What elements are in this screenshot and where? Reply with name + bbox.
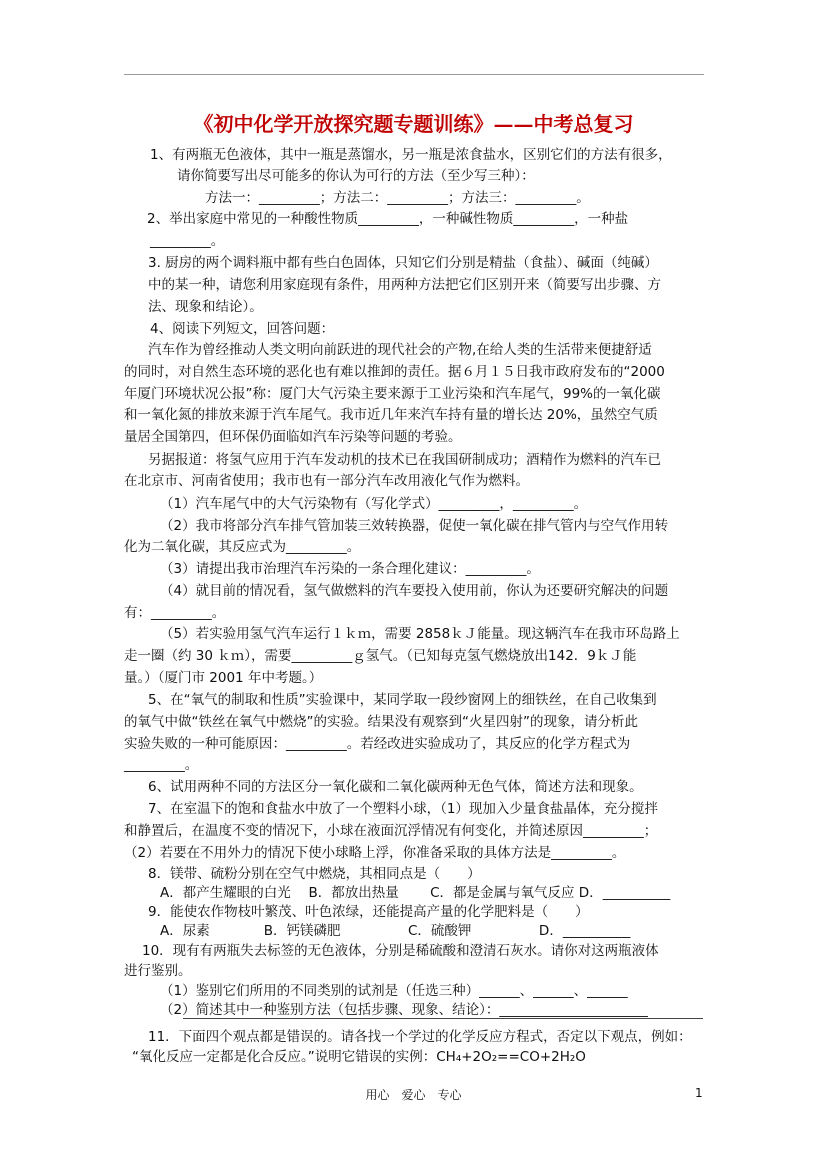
text-line: 有：_________。 — [124, 605, 226, 621]
text-line: 实验失败的一种可能原因：_________。若经改进实验成功了，其反应的化学方程式为 — [124, 736, 631, 752]
page-number: 1 — [695, 1086, 703, 1100]
text-line: （2）简述其中一种鉴别方法（包括步骤、现象、结论）：______________________ — [160, 1002, 648, 1018]
text-line: _________。 — [150, 233, 225, 249]
text-line: 方法一：_________；方法二：_________；方法三：_________。 — [205, 190, 590, 206]
text-line: 11．下面四个观点都是错误的。请各找一个学过的化学反应方程式，否定以下观点，例如： — [148, 1029, 692, 1045]
text-line: 9．能使农作物枝叶繁茂、叶色浓绿，还能提高产量的化学肥料是（ ） — [148, 904, 589, 920]
text-line: 在北京市、河南省使用；我市也有一部分汽车改用液化气作为燃料。 — [124, 473, 529, 489]
text-line: 8．镁带、硫粉分别在空气中燃烧，其相同点是（ ） — [148, 866, 481, 882]
text-line: “氧化反应一定都是化合反应。”说明它错误的实例：CH₄+2O₂==CO+2H₂O — [132, 1049, 586, 1065]
text-line: A．尿素 B．钙镁磷肥 C．硫酸钾 D．__________ — [160, 923, 631, 939]
text-line: 走一圈（约 30 ｋｍ），需要_________ｇ氢气。（已知每克氢气燃烧放出142．9ｋＪ能 — [124, 648, 637, 664]
text-line: 3. 厨房的两个调料瓶中都有些白色固体，只知它们分别是精盐（食盐）、碱面（纯碱） — [148, 255, 658, 271]
text-line: 6、试用两种不同的方法区分一氧化碳和二氧化碳两种无色气体，简述方法和现象。 — [148, 779, 643, 795]
text-line: 5、在“氧气的制取和性质”实验课中，某同学取一段纱窗网上的细铁丝，在自己收集到 — [148, 692, 657, 708]
header-rule — [124, 74, 704, 75]
text-line: （2）若要在不用外力的情况下使小球略上浮，你准备采取的具体方法是_________。 — [124, 845, 626, 861]
text-line: （2）我市将部分汽车排气管加装三效转换器，促使一氧化碳在排气管内与空气作用转 — [160, 518, 669, 534]
text-line: （1）鉴别它们所用的不同类别的试剂是（任选三种）______、______、______ — [160, 983, 628, 999]
text-line: 量。）（厦门市 2001 年中考题。） — [124, 670, 323, 686]
text-line: 量居全国第四，但环保仍面临如汽车污染等问题的考验。 — [124, 429, 462, 445]
text-line: 10．现有有两瓶失去标签的无色液体，分别是稀硫酸和澄清石灰水。请你对这两瓶液体 — [142, 943, 659, 959]
text-line: 1、有两瓶无色液体，其中一瓶是蒸馏水，另一瓶是浓食盐水，区别它们的方法有很多， — [150, 147, 672, 163]
text-line: A．都产生耀眼的白光 B．都放出热量 C．都是金属与氧气反应 D．__________ — [160, 885, 671, 901]
page-title: 《初中化学开放探究题专题训练》——中考总复习 — [193, 112, 634, 136]
text-line: 和一氧化氮的排放来源于汽车尾气。我市近几年来汽车持有量的增长达 20%，虽然空气质 — [124, 407, 658, 423]
text-line: 的氧气中做“铁丝在氧气中燃烧”的实验。结果没有观察到“火星四射”的现象，请分析此 — [124, 714, 638, 730]
text-line: 进行鉴别。 — [124, 963, 192, 979]
text-line: 2、举出家庭中常见的一种酸性物质_________，一种碱性物质_________，一种盐 — [147, 211, 629, 227]
text-line: 的同时，对自然生态环境的恶化也有难以推卸的责任。据６月１５日我市政府发布的“2000 — [124, 364, 665, 380]
text-line: （3）请提出我市治理汽车污染的一条合理化建议：_________。 — [160, 561, 540, 577]
text-line: 另据报道：将氢气应用于汽车发动机的技术已在我国研制成功；酒精作为燃料的汽车已 — [148, 452, 661, 468]
text-line: _________。 — [124, 757, 199, 773]
text-line: 化为二氧化碳，其反应式为_________。 — [124, 539, 361, 555]
text-line: 4、阅读下列短文，回答问题： — [150, 321, 335, 337]
page-footer: 用心 爱心 专心 — [365, 1088, 462, 1102]
text-line: 汽车作为曾经推动人类文明向前跃进的现代社会的产物,在给人类的生活带来便捷舒适 — [148, 342, 652, 358]
text-line: 法、现象和结论）。 — [148, 299, 263, 315]
text-line: 请你简要写出尽可能多的你认为可行的方法（至少写三种）： — [177, 168, 535, 184]
text-line: 7、在室温下的饱和食盐水中放了一个塑料小球，（1）现加入少量食盐晶体，充分搅拌 — [148, 801, 658, 817]
text-line: （1）汽车尾气中的大气污染物有（写化学式）_________，_________。 — [160, 496, 588, 512]
text-line: （5）若实验用氢气汽车运行１ｋｍ，需要 2858ｋＪ能量。现这辆汽车在我市环岛路上 — [160, 626, 680, 642]
text-line: （4）就目前的情况看，氢气做燃料的汽车要投入使用前，你认为还要研究解决的问题 — [160, 583, 669, 599]
text-line: 中的某一种，请您利用家庭现有条件，用两种方法把它们区别开来（简要写出步骤、方 — [148, 277, 661, 293]
text-line: 年厦门环境状况公报”称：厦门大气污染主要来源于工业污染和汽车尾气，99%的一氧化碳 — [124, 386, 661, 402]
text-line: 和静置后，在温度不变的情况下，小球在液面沉浮情况有何变化，并简述原因_________； — [124, 823, 658, 839]
separator-line — [183, 1018, 703, 1019]
